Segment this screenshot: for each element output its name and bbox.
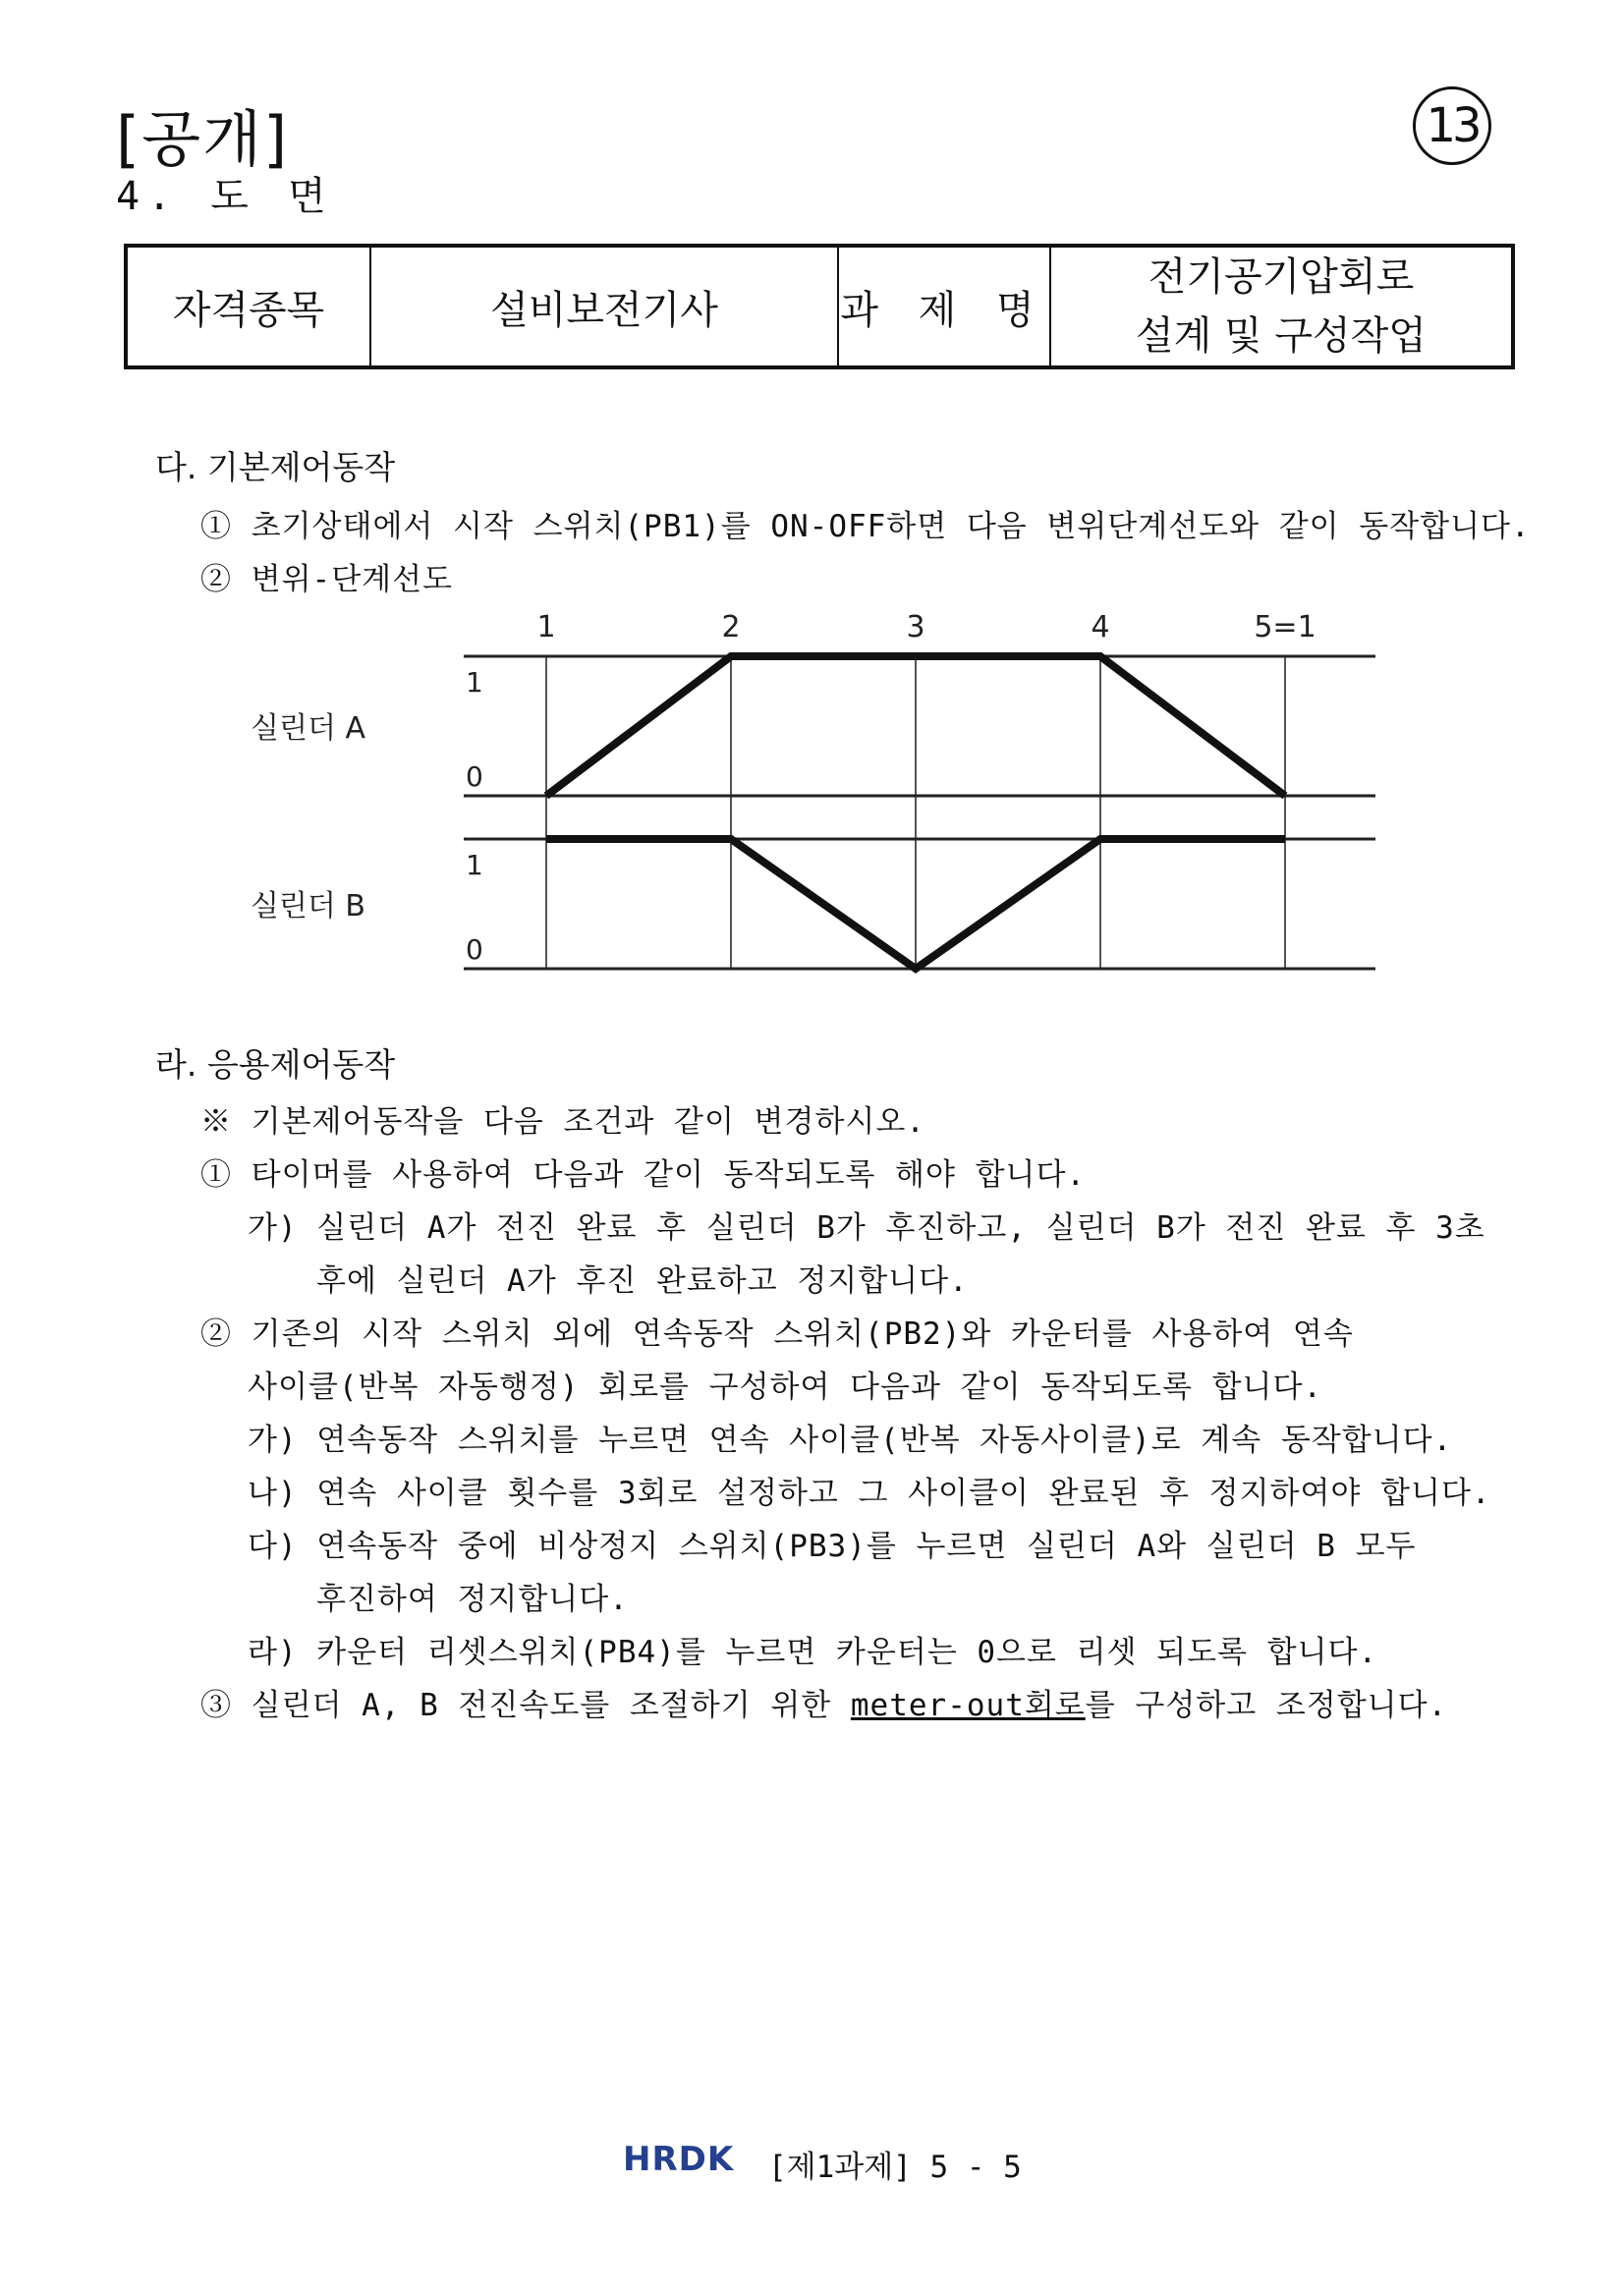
applied-item-2-line1: ② 기존의 시작 스위치 외에 연속동작 스위치(PB2)와 카운터를 사용하여 연속 [200,1316,1354,1352]
public-label: [공개] [116,103,290,175]
basic-section-title: 다. 기본제어동작 [155,448,396,486]
lane-1-tick-1: 1 [466,666,483,699]
applied-item-2-c-line2: 후진하여 정지합니다. [316,1582,629,1617]
applied-note: ※ 기본제어동작을 다음 조건과 같이 변경하시오. [200,1104,925,1140]
step-label-3: 3 [906,610,925,644]
applied-item-1-a-line2: 후에 실린더 A가 후진 완료하고 정지합니다. [316,1263,969,1299]
qualification-label: 자격종목 [126,246,370,367]
applied-item-3-underlined: meter-out회로 [850,1688,1086,1723]
task-value-line2: 설계 및 구성작업 [1136,313,1427,359]
applied-item-3-suffix: 를 구성하고 조정합니다. [1085,1688,1448,1723]
applied-item-3-prefix: ③ 실린더 A, B 전진속도를 조절하기 위한 [200,1688,851,1723]
page-number-badge: 13 [1413,86,1491,165]
lane-2-tick-0: 0 [466,933,483,966]
step-label-1: 1 [536,610,556,644]
applied-item-2-d: 라) 카운터 리셋스위치(PB4)를 누르면 카운터는 0으로 리셋 되도록 합니다. [248,1635,1378,1670]
basic-item-2: ② 변위-단계선도 [200,562,454,597]
footer-page-text: [제1과제] 5 - 5 [768,2150,1022,2185]
task-label: 과 제 명 [838,246,1050,367]
applied-item-2-c-line1: 다) 연속동작 중에 비상정지 스위치(PB3)를 누르면 실린더 A와 실린더 B 모두 [248,1529,1417,1564]
applied-item-1: ① 타이머를 사용하여 다음과 같이 동작되도록 해야 합니다. [200,1157,1087,1193]
applied-item-2-b: 나) 연속 사이클 횟수를 3회로 설정하고 그 사이클이 완료된 후 정지하여야 합니다. [248,1476,1491,1511]
applied-item-2-line2: 사이클(반복 자동행정) 회로를 구성하여 다음과 같이 동작되도록 합니다. [248,1370,1323,1405]
series-label-1: 실린더 A [251,711,365,746]
hrdk-logo: HRDK [623,2140,735,2179]
diagram-grid [546,656,1285,969]
diagram-labels [251,610,1316,966]
applied-item-2-a: 가) 연속동작 스위치를 누르면 연속 사이클(반복 자동사이클)로 계속 동작합니다. [248,1423,1453,1458]
lane-2-tick-1: 1 [466,849,483,881]
step-label-5: 5=1 [1254,610,1316,644]
lane-1-tick-0: 0 [466,760,483,793]
series-label-2: 실린더 B [250,889,365,924]
diagram-axes [464,656,1375,969]
drawing-label: 4. 도 면 [116,174,334,219]
applied-item-3 [200,1680,1447,1724]
qualification-value: 설비보전기사 [370,246,838,367]
step-label-4: 4 [1091,610,1110,644]
basic-item-1: ① 초기상태에서 시작 스위치(PB1)를 ON-OFF하면 다음 변위단계선도와 같이 동작합니다. [200,509,1531,544]
step-label-2: 2 [721,610,741,644]
displacement-step-diagram [0,0,1624,992]
task-value-line1: 전기공기압회로 [1148,254,1415,300]
applied-section-title: 라. 응용제어동작 [155,1045,396,1084]
applied-item-1-a-line1: 가) 실린더 A가 전진 완료 후 실린더 B가 후진하고, 실린더 B가 전진 완료 후 3초 [248,1210,1485,1246]
